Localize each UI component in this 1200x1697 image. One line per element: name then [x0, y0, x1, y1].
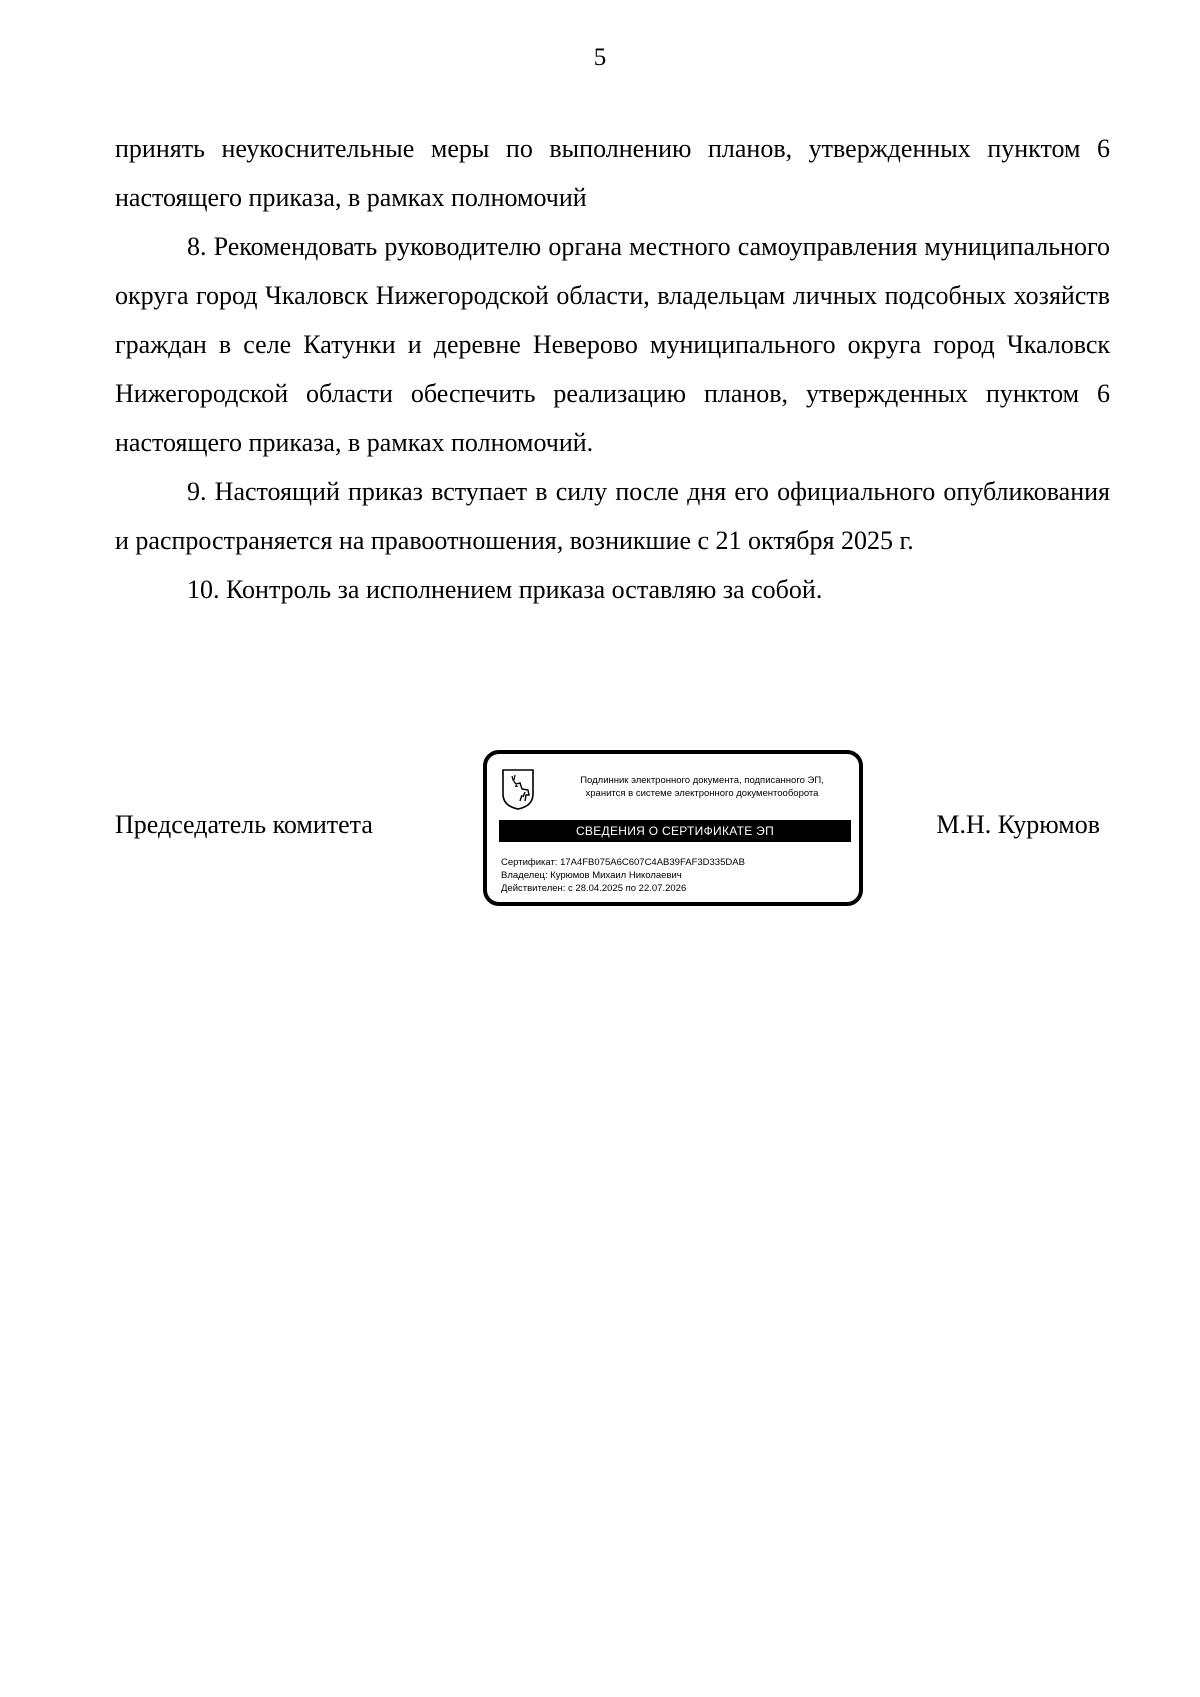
stamp-note-line: хранится в системе электронного документооборота [585, 788, 819, 799]
deer-coat-of-arms-icon [501, 768, 535, 810]
signer-position: Председатель комитета [115, 810, 373, 839]
paragraph-item-9: 9. Настоящий приказ вступает в силу после дня его официального опубликования и распространяется на правоотношения, возникшие с 21 октября 2025 г. [115, 477, 1110, 555]
page-number: 5 [593, 44, 607, 71]
stamp-certificate: Сертификат: 17A4FB075A6C607C4AB39FAF3D335DAB [501, 857, 745, 868]
stamp-header: СВЕДЕНИЯ О СЕРТИФИКАТЕ ЭП [499, 820, 851, 842]
signer-name: М.Н. Курюмов [936, 810, 1100, 839]
stamp-note-line: Подлинник электронного документа, подписанного ЭП, [580, 775, 824, 786]
paragraph-item-8: 8. Рекомендовать руководителю органа местного самоуправления муниципального округа город Чкаловск Нижегородской области, владельцам личных подсобных хозяйств граждан в селе Катунки и деревне Неверово муниципального округа город Чкаловск Нижегородской области обеспечить реализацию планов, утвержденных пунктом 6 настоящего приказа, в рамках полномочий. [115, 232, 1110, 457]
stamp-validity: Действителен: с 28.04.2025 по 22.07.2026 [501, 883, 687, 894]
paragraph-item-10: 10. Контроль за исполнением приказа оставляю за собой. [187, 575, 823, 604]
stamp-note [547, 774, 857, 800]
electronic-signature-stamp [483, 750, 863, 906]
stamp-owner: Владелец: Курюмов Михаил Николаевич [501, 870, 682, 881]
document-body [115, 124, 1110, 614]
signature-block [115, 750, 1100, 910]
paragraph-continuation: принять неукоснительные меры по выполнению планов, утвержденных пунктом 6 настоящего приказа, в рамках полномочий [115, 134, 1110, 212]
stamp-details [501, 856, 851, 895]
